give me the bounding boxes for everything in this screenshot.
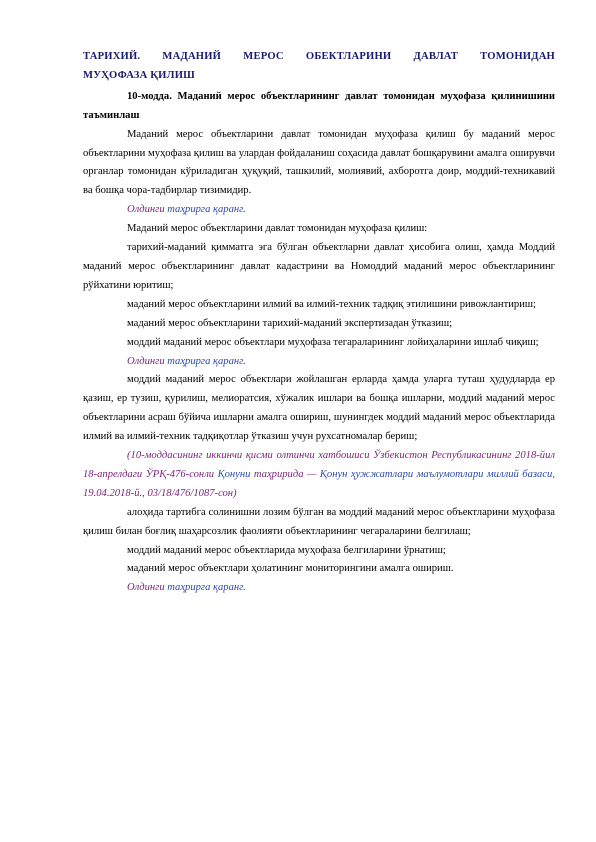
paragraph: маданий мерос объектларини илмий ва илмий-техник тадқиқ этилишини ривожлантириш;: [127, 298, 536, 310]
chapter-title-line-2: МУҲОФАЗА ҚИЛИШ: [83, 69, 195, 81]
paragraph: маданий мерос объектлари ҳолатининг мониторингини амалга ошириш.: [127, 563, 454, 575]
previous-edition-link[interactable]: таҳрирга қаранг.: [167, 355, 246, 367]
note-prefix: Олдинги: [127, 204, 168, 216]
paragraph: моддий маданий мерос объектлари жойлашган ерларда ҳамда уларга туташ ҳудудларда ер қазиш, ер тузиш, қурилиш, мелиоратсия, хўжалик ишлари ва бошқа ишларни, моддий маданий мерос объектларини асраш бўйича ишларни амалга ошириш, шунингдек моддий маданий мерос объектларида илмий ва илмий-техник тадқиқотлар ўтказиш учун рухсатномалар бериш;: [83, 374, 555, 443]
note-prefix: Олдинги: [127, 582, 168, 594]
paragraph: моддий маданий мерос объектлари муҳофаза тегараларининг лойиҳаларини ишлаб чиқиш;: [127, 336, 539, 348]
previous-edition-note: [83, 353, 555, 372]
article-title: 10-модда. Маданий мерос объектларининг давлат томонидан муҳофаза қилинишини таъминлаш: [83, 90, 555, 121]
previous-edition-link[interactable]: таҳрирга қаранг.: [167, 582, 246, 594]
paragraph: тарихий-маданий қимматга эга бўлган объектларни давлат ҳисобига олиш, ҳамда Моддий маданий мерос объектларининг давлат кадастрини ва Номоддий маданий мерос объектларининг рўйхатини юритиш;: [83, 242, 555, 291]
legal-database-link[interactable]: Қонун ҳужжатлари маълумотлари миллий базаси: [319, 468, 553, 480]
paragraph: Маданий мерос объектларини давлат томонидан муҳофаза қилиш:: [127, 223, 428, 235]
paragraph: моддий маданий мерос объектларида муҳофаза белгиларини ўрнатиш;: [127, 544, 446, 556]
previous-edition-note: [83, 201, 555, 220]
amendment-text: таҳририда —: [250, 468, 320, 480]
law-link[interactable]: Қонуни: [217, 468, 251, 480]
chapter-title-line-1: ТАРИХИЙ. МАДАНИЙ МЕРОС ОБЕКТЛАРИНИ ДАВЛАТ ТОМОНИДАН: [83, 51, 555, 62]
paragraph: Маданий мерос объектларини давлат томонидан муҳофаза қилиш бу маданий мерос объектларини муҳофаза қилиш ва улардан фойдаланиш соҳасида давлат бошқарувини амалга оширувчи органлар томонидан кўриладиган ҳуқуқий, ташкилий, молиявий, ахборотга доир, моддий-техникавий ва бошқа чора-тадбирлар тизимидир.: [83, 128, 555, 197]
previous-edition-link[interactable]: таҳрирга қаранг.: [167, 204, 246, 216]
chapter-title: [83, 48, 555, 86]
note-prefix: Олдинги: [127, 355, 168, 367]
document-page: [83, 48, 555, 598]
amendment-text: , 19.04.2018-й., 03/18/476/1087-сон): [83, 468, 555, 499]
paragraph: маданий мерос объектларини тарихий-маданий экспертизадан ўтказиш;: [127, 317, 453, 329]
paragraph: алоҳида тартибга солинишни лозим бўлган ва моддий маданий мерос объектларини муҳофаза қилиш билан боғлиқ шаҳарсозлик фаолияти объектларининг чегараларини белгилаш;: [83, 506, 555, 537]
previous-edition-note: [83, 579, 555, 598]
amendment-text: (10-моддасининг иккинчи қисми олтинчи хатбошиси Ўзбекистон Республикасининг 2018-йил 18-апрелдаги ЎРҚ-476-сонли: [83, 450, 555, 480]
amendment-note: [83, 447, 555, 504]
